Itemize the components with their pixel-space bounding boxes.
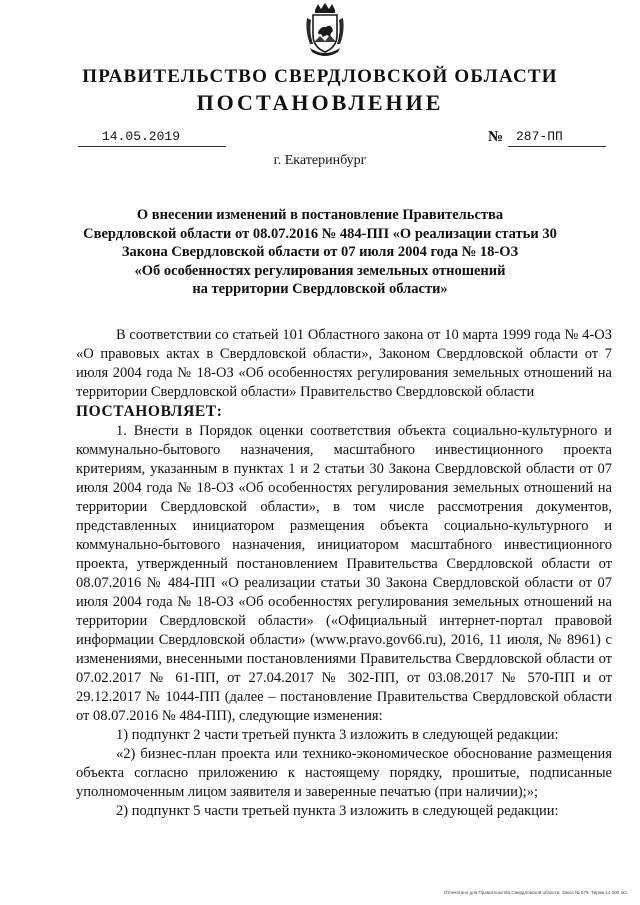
document-date: 14.05.2019 (78, 128, 226, 147)
title-line: «Об особенностях регулирования земельных отношений (134, 262, 506, 279)
title-line: О внесении изменений в постановление Правительства (136, 207, 504, 223)
city: г. Екатеринбург (273, 153, 367, 168)
quote-paragraph: «2) бизнес-план проекта или технико-экономическое обоснование размещения объекта согласно приложению к настоящему порядку, прошитые, подписанные уполномоченным лицом заявителя и заверенные печатью (при наличии);»; (76, 746, 612, 800)
number-sign: № (488, 129, 504, 145)
print-footnote: Отпечатано для Правительства Свердловской области. Заказ № 575. Тираж 14 000 экз. (443, 890, 628, 895)
document-type: ПОСТАНОВЛЕНИЕ (196, 90, 444, 115)
document-body (76, 326, 612, 821)
title-line: Свердловской области от 08.07.2016 № 484-ПП «О реализации статьи 30 (83, 225, 557, 242)
subitem-2-paragraph: 2) подпункт 5 части третьей пункта 3 изложить в следующей редакции: (116, 803, 559, 819)
item-1-paragraph: 1. Внести в Порядок оценки соответствия объекта социально-культурного и коммунально-бытового назначения, масштабного инвестиционного проекта критериям, указанным в пунктах 1 и 2 статьи 30 Закона Свердловской области от 07 июля 2004 года № 18-ОЗ «Об особенностях регулирования земельных отношений на территории Свердловской области», в том числе рассмотрения документов, представленных инициатором размещения объекта социально-культурного и коммунально-бытового назначения, инициатором масштабного инвестиционного проекта, утвержденный постановлением Правительства Свердловской области от 08.07.2016 № 484-ПП «О реализации статьи 30 Закона Свердловской области от 07 июля 2004 года № 18-ОЗ «Об особенностях регулирования земельных отношений на территории Свердловской области» («Официальный интернет-портал правовой информации Свердловской области» (www.pravo.gov66.ru), 2016, 11 июля, № 8961) с изменениями, внесенными постановлениями Правительства Свердловской области от 07.02.2017 № 61-ПП, от 27.04.2017 № 302-ПП, от 03.08.2017 № 570-ПП и от 29.12.2017 № 1044-ПП (далее – постановление Правительства Свердловской области от 08.07.2016 № 484-ПП), следующие изменения: (76, 423, 612, 724)
preamble-paragraph: В соответствии со статьей 101 Областного закона от 10 марта 1999 года № 4-ОЗ «О правовых актах в Свердловской области», Законом Свердловской области от 7 июля 2004 года № 18-ОЗ «Об особенностях регулирования земельных отношений на территории Свердловской области» Правительство Свердловской области (76, 327, 612, 400)
title-line: Закона Свердловской области от 07 июля 2004 года № 18-ОЗ (121, 244, 519, 260)
decree-word: ПОСТАНОВЛЯЕТ: (76, 403, 223, 420)
government-name: ПРАВИТЕЛЬСТВО СВЕРДЛОВСКОЙ ОБЛАСТИ (82, 66, 558, 87)
document-title (70, 206, 570, 299)
subitem-1-paragraph: 1) подпункт 2 части третьей пункта 3 изложить в следующей редакции: (116, 727, 559, 743)
coat-of-arms-icon (304, 2, 346, 58)
title-line: на территории Свердловской области» (192, 281, 448, 297)
document-number: 287-ПП (508, 128, 606, 147)
